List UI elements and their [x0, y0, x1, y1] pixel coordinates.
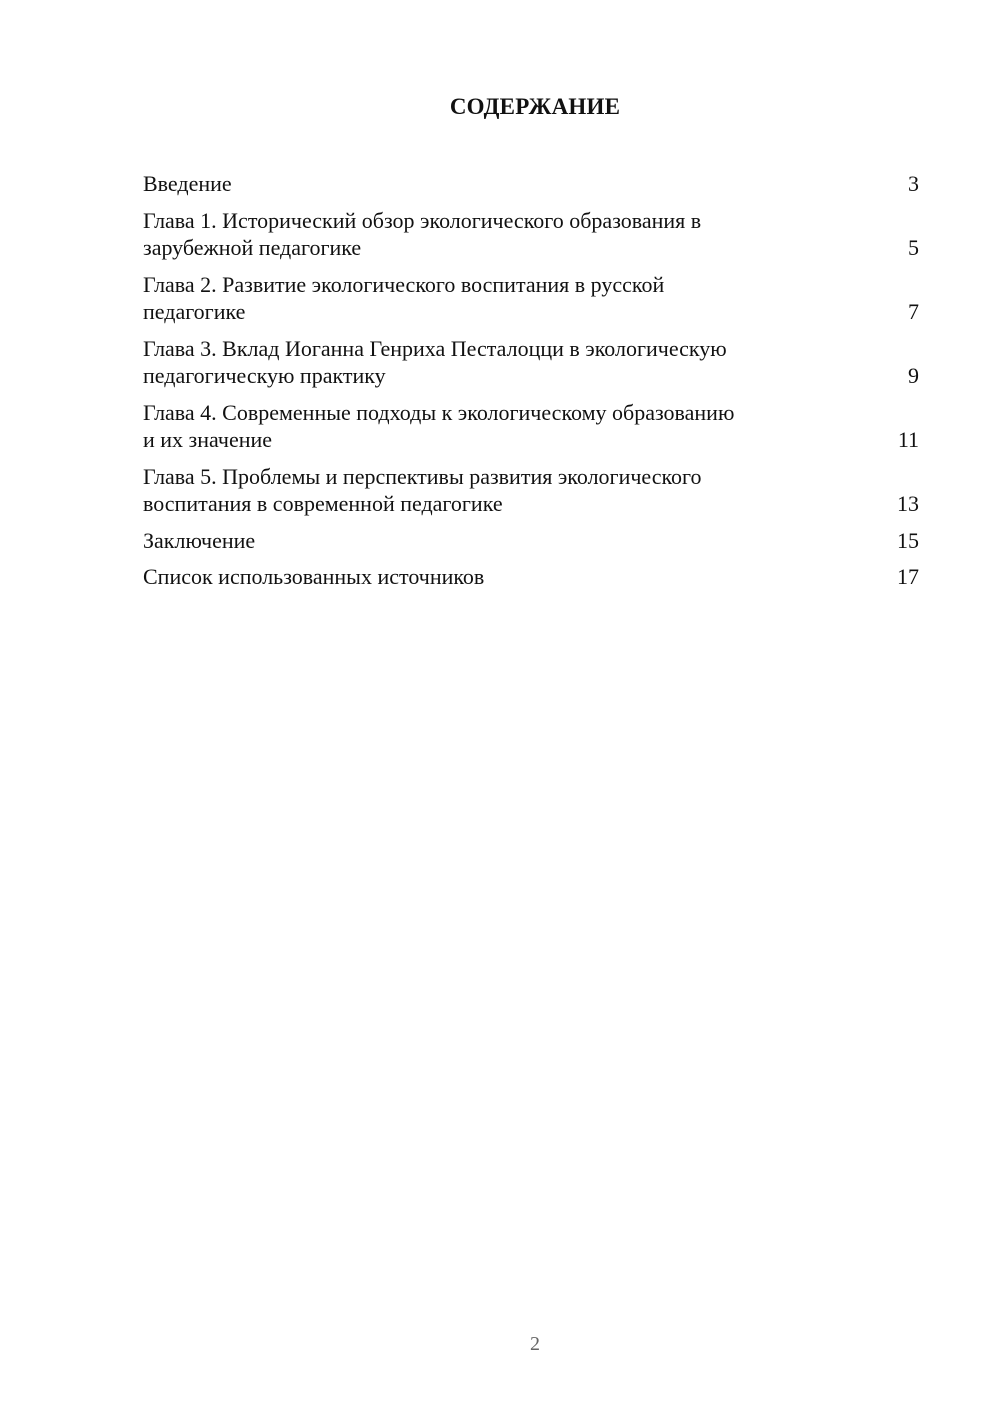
toc-entry-line: и их значение	[143, 427, 273, 452]
toc-entry-introduction[interactable]	[143, 170, 919, 198]
toc-entry-page: 3	[908, 171, 919, 196]
toc-entry-line: педагогике	[143, 299, 246, 324]
toc-entry-references[interactable]	[143, 563, 919, 591]
toc-entry-line: Введение	[143, 171, 232, 196]
page-number: 2	[530, 1333, 540, 1355]
toc-entry-title	[143, 207, 833, 262]
toc-entry-page: 9	[908, 363, 919, 388]
toc-entry-chapter-4[interactable]	[143, 399, 919, 454]
toc-entry-page: 7	[908, 299, 919, 324]
toc-entry-line: Заключение	[143, 527, 256, 553]
toc-entry-line: Глава 5. Проблемы и перспективы развития экологического	[143, 463, 702, 489]
toc-entry-title	[143, 335, 833, 390]
toc-entry-line: Глава 4. Современные подходы к экологическому образованию	[143, 399, 735, 425]
toc-entry-chapter-5[interactable]	[143, 463, 919, 518]
toc-entry-chapter-3[interactable]	[143, 335, 919, 390]
table-of-contents	[143, 170, 919, 600]
toc-entry-title	[143, 399, 833, 454]
page-title: СОДЕРЖАНИЕ	[449, 94, 621, 119]
toc-entry-conclusion[interactable]	[143, 527, 919, 555]
toc-entry-title	[143, 527, 833, 555]
toc-entry-title	[143, 463, 833, 518]
toc-entry-page: 5	[908, 235, 919, 260]
toc-entry-title	[143, 271, 833, 326]
toc-entry-title	[143, 563, 833, 591]
toc-entry-chapter-1[interactable]	[143, 207, 919, 262]
toc-entry-line: педагогическую практику	[143, 363, 386, 388]
toc-entry-line: воспитания в современной педагогике	[143, 491, 503, 516]
toc-entry-page: 17	[897, 564, 919, 589]
toc-entry-line: Глава 3. Вклад Иоганна Генриха Песталоцци в экологическую	[143, 335, 727, 361]
toc-entry-line: Глава 1. Исторический обзор экологического образования в	[143, 207, 702, 233]
toc-entry-page: 13	[897, 491, 919, 516]
toc-entry-title	[143, 170, 833, 198]
toc-entry-line: зарубежной педагогике	[143, 235, 362, 260]
toc-entry-page: 11	[897, 427, 919, 452]
toc-entry-chapter-2[interactable]	[143, 271, 919, 326]
toc-entry-line: Список использованных источников	[143, 564, 485, 589]
toc-entry-line: Глава 2. Развитие экологического воспитания в русской	[143, 271, 665, 297]
toc-entry-page: 15	[897, 527, 919, 553]
